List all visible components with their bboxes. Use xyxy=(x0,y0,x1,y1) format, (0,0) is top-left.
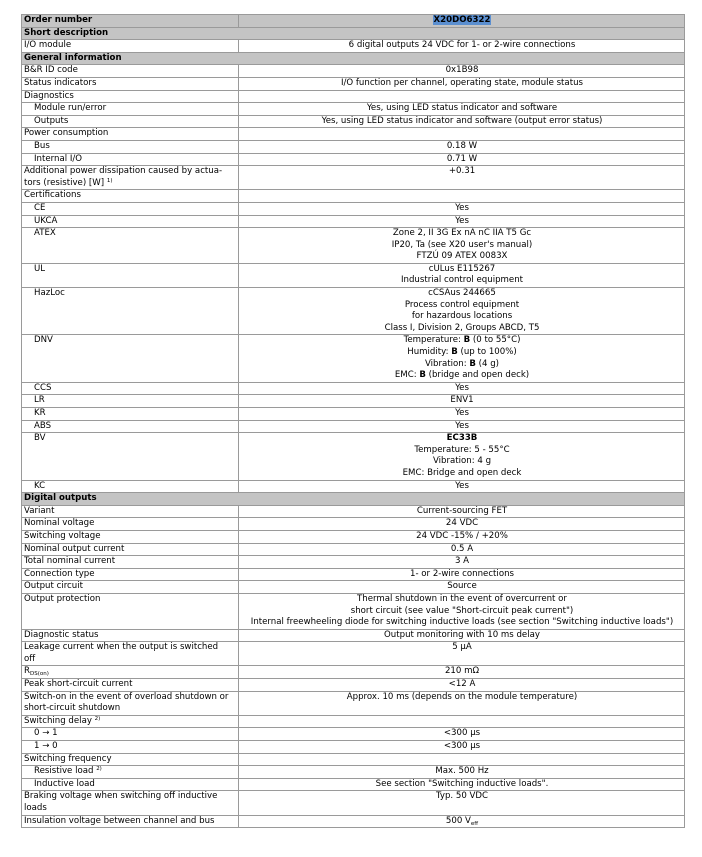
table-row xyxy=(22,263,685,287)
row-value: <12 A xyxy=(239,679,685,692)
row-label: Power consumption xyxy=(22,128,239,141)
row-label: Peak short-circuit current xyxy=(22,679,239,692)
row-label: Status indicators xyxy=(22,77,239,90)
order-number-value[interactable]: X20DO6322 xyxy=(433,15,491,25)
table-row xyxy=(22,190,685,203)
row-value: 0.18 W xyxy=(239,140,685,153)
table-row xyxy=(22,77,685,90)
table-row xyxy=(22,691,685,715)
row-label: Leakage current when the output is switched off xyxy=(22,642,239,666)
row-value: 1- or 2-wire connections xyxy=(239,568,685,581)
row-label: Additional power dissipation caused by actua- tors (resistive) [W] $^{1)}$ xyxy=(22,166,239,190)
row-label: Resistive load $^{2)}$ xyxy=(22,766,239,779)
row-label: Diagnostic status xyxy=(22,629,239,642)
row-value: Yes xyxy=(239,420,685,433)
table-row xyxy=(22,543,685,556)
row-label: LR xyxy=(22,395,239,408)
table-row xyxy=(22,715,685,728)
row-label: Connection type xyxy=(22,568,239,581)
row-label: 1 → 0 xyxy=(22,741,239,754)
table-row xyxy=(22,395,685,408)
footnote-marker: 1) xyxy=(106,177,113,184)
row-label: Nominal output current xyxy=(22,543,239,556)
row-value: Yes xyxy=(239,202,685,215)
table-row xyxy=(22,103,685,116)
table-row xyxy=(22,335,685,382)
table-row xyxy=(22,505,685,518)
row-label: Insulation voltage between channel and bus xyxy=(22,815,239,828)
table-row xyxy=(22,728,685,741)
row-value: Yes xyxy=(239,382,685,395)
row-value: Approx. 10 ms (depends on the module temperature) xyxy=(239,691,685,715)
row-value: See section "Switching inductive loads". xyxy=(239,778,685,791)
table-row xyxy=(22,568,685,581)
row-label: Inductive load xyxy=(22,778,239,791)
row-value: Temperature: B (0 to 55°C) Humidity: B (up to 100%) Vibration: B (4 g) EMC: B (bridge and open deck) xyxy=(239,335,685,382)
row-label: BV xyxy=(22,433,239,480)
row-label: Total nominal current xyxy=(22,556,239,569)
table-row xyxy=(22,815,685,828)
row-label: Switch-on in the event of overload shutdown or short-circuit shutdown xyxy=(22,691,239,715)
table-row xyxy=(22,556,685,569)
row-label: CE xyxy=(22,202,239,215)
table-row xyxy=(22,166,685,190)
row-label: Bus xyxy=(22,140,239,153)
table-row xyxy=(22,581,685,594)
row-label: 0 → 1 xyxy=(22,728,239,741)
table-row xyxy=(22,228,685,264)
row-label: Module run/error xyxy=(22,103,239,116)
row-value: EC33B Temperature: 5 - 55°C Vibration: 4 g EMC: Bridge and open deck xyxy=(239,433,685,480)
row-label: B&R ID code xyxy=(22,65,239,78)
row-label: Certifications xyxy=(22,190,239,203)
row-value: Yes, using LED status indicator and software (output error status) xyxy=(239,115,685,128)
row-value: Thermal shutdown in the event of overcurrent or short circuit (see value "Short-circuit peak current") Internal freewheeling diode for switching inductive loads (see section "Switching inductive loads") xyxy=(239,593,685,629)
table-row xyxy=(22,518,685,531)
row-value: ENV1 xyxy=(239,395,685,408)
datasheet xyxy=(21,14,684,828)
row-value: Zone 2, II 3G Ex nA nC IIA T5 Gc IP20, Ta (see X20 user's manual) FTZÚ 09 ATEX 0083X xyxy=(239,228,685,264)
row-label: Diagnostics xyxy=(22,90,239,103)
table-row xyxy=(22,642,685,666)
row-label: ABS xyxy=(22,420,239,433)
row-value: 500 $V_{eff}$ xyxy=(239,815,685,828)
table-row xyxy=(22,140,685,153)
row-value: cCSAus 244665 Process control equipment for hazardous locations Class I, Division 2, Groups ABCD, T5 xyxy=(239,288,685,335)
row-label: DNV xyxy=(22,335,239,382)
row-label: I/O module xyxy=(22,40,239,53)
table-row xyxy=(22,40,685,53)
table-row xyxy=(22,115,685,128)
row-label: ATEX xyxy=(22,228,239,264)
table-row xyxy=(22,128,685,141)
digital-outputs-header: Digital outputs xyxy=(22,493,685,506)
table-row xyxy=(22,215,685,228)
row-value: 210 mΩ xyxy=(239,666,685,679)
table-row xyxy=(22,753,685,766)
row-label: Output circuit xyxy=(22,581,239,594)
table-row xyxy=(22,65,685,78)
table-row xyxy=(22,90,685,103)
row-label: $R_{DS(on)}$ xyxy=(22,666,239,679)
row-label: Variant xyxy=(22,505,239,518)
table-row xyxy=(22,420,685,433)
row-value: 24 VDC -15% / +20% xyxy=(239,530,685,543)
row-value: Yes xyxy=(239,480,685,493)
row-value: Source xyxy=(239,581,685,594)
table-row xyxy=(22,666,685,679)
row-value: Current-sourcing FET xyxy=(239,505,685,518)
table-row xyxy=(22,288,685,335)
row-value: +0.31 xyxy=(239,166,685,190)
table-row xyxy=(22,778,685,791)
row-value: I/O function per channel, operating state, module status xyxy=(239,77,685,90)
table-row xyxy=(22,791,685,815)
order-number-label: Order number xyxy=(22,15,239,28)
row-value: 5 µA xyxy=(239,642,685,666)
row-value: Yes xyxy=(239,408,685,421)
table-row xyxy=(22,433,685,480)
table-row xyxy=(22,593,685,629)
section-header xyxy=(22,493,685,506)
row-label: Outputs xyxy=(22,115,239,128)
row-value: cULus E115267 Industrial control equipment xyxy=(239,263,685,287)
table-row xyxy=(22,679,685,692)
row-value: <300 µs xyxy=(239,741,685,754)
row-label: Output protection xyxy=(22,593,239,629)
table-row xyxy=(22,382,685,395)
row-label: UL xyxy=(22,263,239,287)
row-label: Braking voltage when switching off inductive loads xyxy=(22,791,239,815)
row-value: 0.5 A xyxy=(239,543,685,556)
table-row xyxy=(22,153,685,166)
row-value: Typ. 50 VDC xyxy=(239,791,685,815)
row-label: Nominal voltage xyxy=(22,518,239,531)
row-value: <300 µs xyxy=(239,728,685,741)
row-label: KR xyxy=(22,408,239,421)
row-value: Yes, using LED status indicator and software xyxy=(239,103,685,116)
row-label: CCS xyxy=(22,382,239,395)
row-label: Switching frequency xyxy=(22,753,239,766)
table-row xyxy=(22,766,685,779)
row-value: 24 VDC xyxy=(239,518,685,531)
spec-table xyxy=(21,14,685,828)
row-value: Output monitoring with 10 ms delay xyxy=(239,629,685,642)
general-information-header: General information xyxy=(22,52,685,65)
section-header xyxy=(22,27,685,40)
table-row xyxy=(22,629,685,642)
row-value: Max. 500 Hz xyxy=(239,766,685,779)
row-label: Switching delay $^{2)}$ xyxy=(22,715,239,728)
section-header xyxy=(22,52,685,65)
footnote-marker: 2) xyxy=(94,715,101,722)
short-description-header: Short description xyxy=(22,27,685,40)
row-label: KC xyxy=(22,480,239,493)
footnote-marker: 2) xyxy=(96,766,102,773)
order-number-row xyxy=(22,15,685,28)
row-value: 0.71 W xyxy=(239,153,685,166)
row-value: Yes xyxy=(239,215,685,228)
table-row xyxy=(22,480,685,493)
row-value: 0x1B98 xyxy=(239,65,685,78)
table-row xyxy=(22,741,685,754)
row-value: 6 digital outputs 24 VDC for 1- or 2-wire connections xyxy=(239,40,685,53)
table-row xyxy=(22,202,685,215)
table-row xyxy=(22,408,685,421)
row-label: Internal I/O xyxy=(22,153,239,166)
row-label: HazLoc xyxy=(22,288,239,335)
table-row xyxy=(22,530,685,543)
row-label: Switching voltage xyxy=(22,530,239,543)
row-value: 3 A xyxy=(239,556,685,569)
row-label: UKCA xyxy=(22,215,239,228)
